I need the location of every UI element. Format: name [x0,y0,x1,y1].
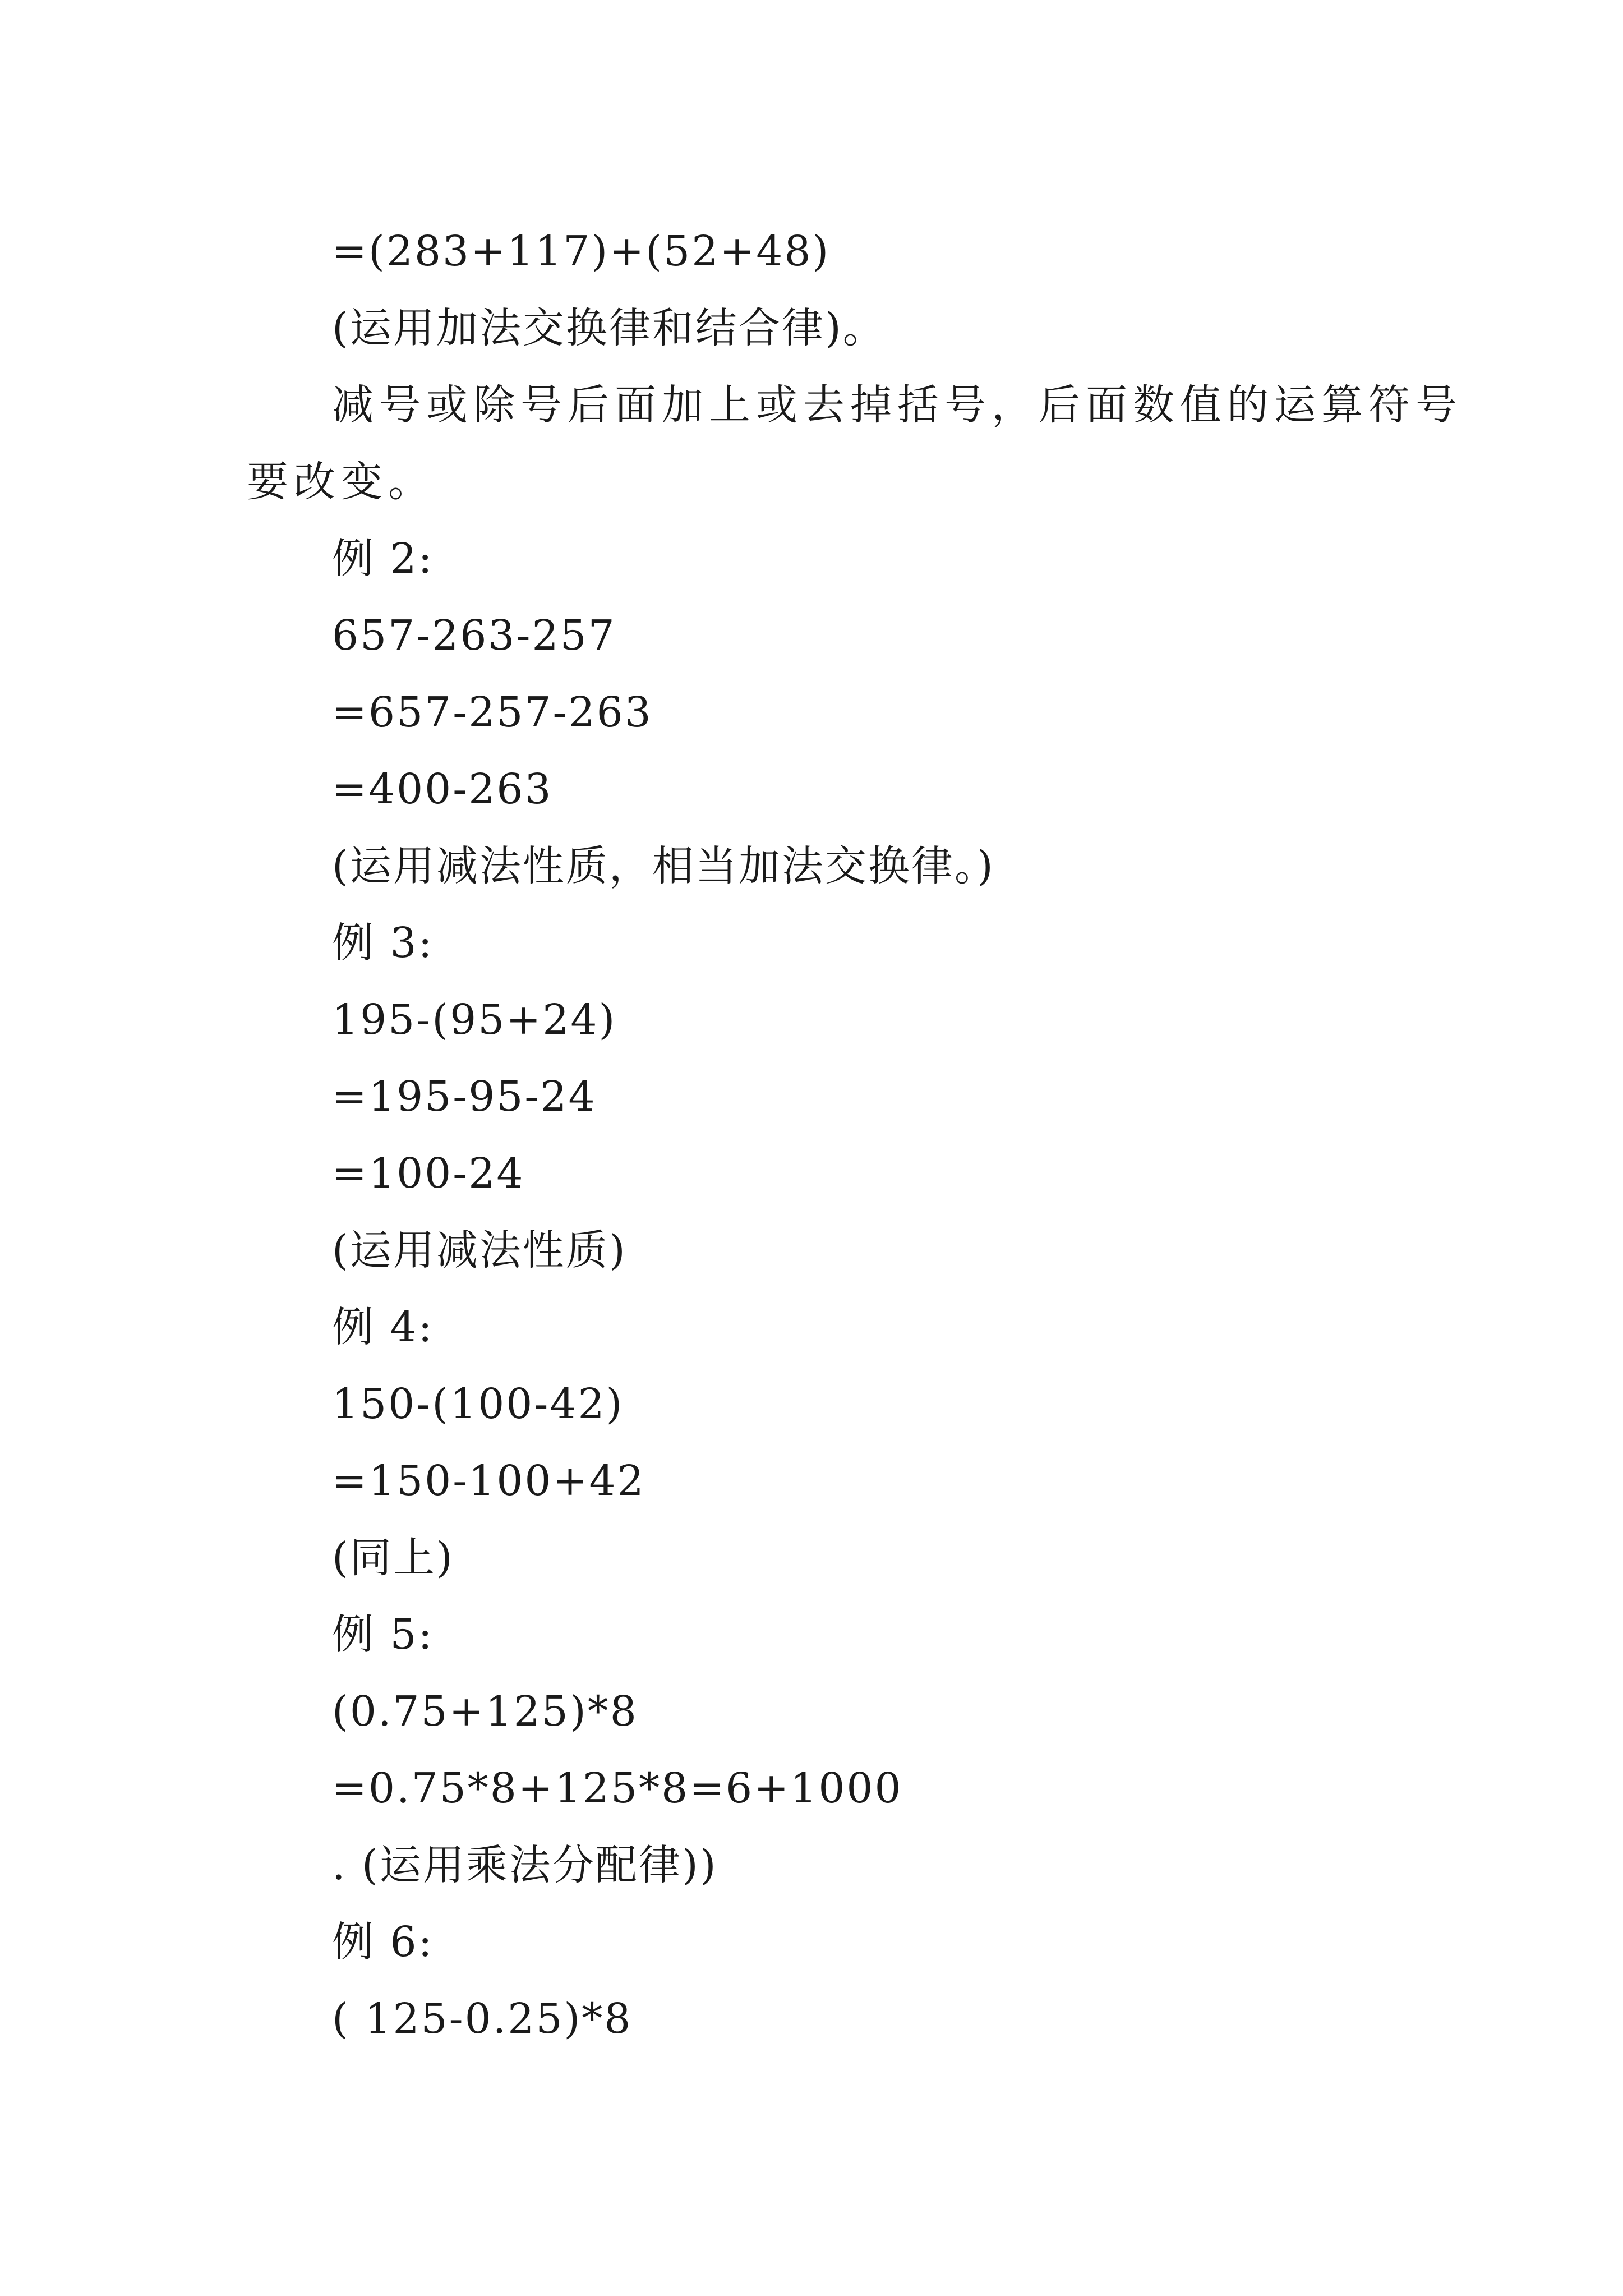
example-heading: 例 6: [332,1918,434,1966]
example-heading: 例 5: [332,1611,434,1659]
explanation-line: (同上) [332,1534,454,1582]
expression-line: =(283+117)+(52+48) [332,227,831,275]
example-heading: 例 3: [332,919,434,967]
expression-line: 657-263-257 [332,611,616,660]
expression-line: (0.75+125)*8 [332,1687,638,1736]
explanation-line: (运用加法交换律和结合律)。 [332,304,886,352]
example-heading: 例 2: [332,535,434,583]
expression-line: =100-24 [332,1149,525,1198]
rule-paragraph-line: 减号或除号后面加上或去掉括号，后面数值的运算符号 [332,381,1463,429]
expression-line: =400-263 [332,765,553,813]
expression-line: 195-(95+24) [332,996,617,1044]
explanation-line: (运用减法性质，相当加法交换律。) [332,842,995,890]
expression-line: =0.75*8+125*8=6+1000 [332,1764,903,1812]
expression-line: ( 125-0.25)*8 [332,1995,633,2043]
explanation-line: . (运用乘法分配律)) [332,1841,718,1889]
example-heading: 例 4: [332,1303,434,1351]
expression-line: =150-100+42 [332,1457,645,1505]
expression-line: =657-257-263 [332,688,653,737]
expression-line: 150-(100-42) [332,1380,624,1428]
document-body [247,213,1463,2058]
expression-line: =195-95-24 [332,1073,597,1121]
explanation-line: (运用减法性质) [332,1226,627,1274]
rule-paragraph-continuation: 要改变。 [247,458,435,506]
